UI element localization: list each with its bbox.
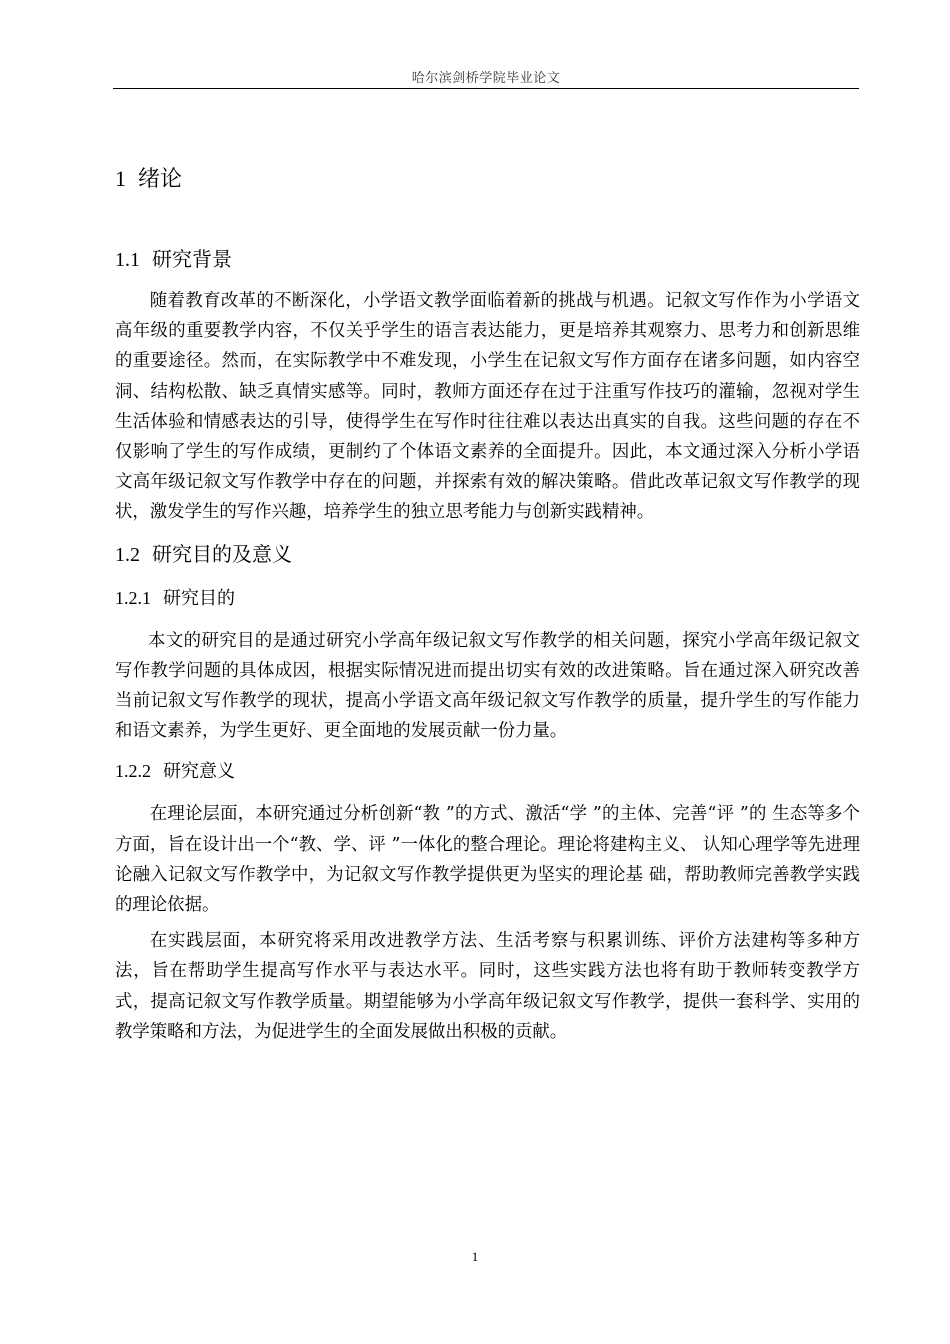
chapter-title: 绪论 <box>138 167 183 192</box>
subsection-heading-1-2-2 <box>115 754 860 789</box>
subsection-title: 研究意义 <box>163 761 235 783</box>
running-header: 哈尔滨剑桥学院毕业论文 <box>411 71 561 86</box>
section-number: 1.2 <box>115 543 140 566</box>
paragraph-practical-significance: 在实践层面，本研究将采用改进教学方法、生活考察与积累训练、评价方法建构等多种方法，旨在帮助学生提高写作水平与表达水平。同时，这些实践方法也将有助于教师转变教学方式，提高记叙文写作教学质量。期望能够为小学高年级记叙文写作教学，提供一套科学、实用的教学策略和方法，为促进学生的全面发展做出积极的贡献。 <box>115 931 860 1042</box>
header-rule <box>113 88 859 89</box>
subsection-heading-1-2-1 <box>115 581 860 616</box>
chapter-heading <box>115 160 860 199</box>
section-heading-1-2 <box>115 536 860 573</box>
page-number: 1 <box>471 1249 479 1264</box>
subsection-number: 1.2.1 <box>115 587 151 608</box>
subsection-title: 研究目的 <box>163 587 235 609</box>
section-title: 研究目的及意义 <box>152 541 292 566</box>
paragraph-research-purpose: 本文的研究目的是通过研究小学高年级记叙文写作教学的相关问题，探究小学高年级记叙文写作教学问题的具体成因，根据实际情况进而提出切实有效的改进策略。旨在通过深入研究改善当前记叙文写作教学的现状，提高小学语文高年级记叙文写作教学的质量，提升学生的写作能力和语文素养，为学生更好、更全面地的发展贡献一份力量。 <box>115 630 860 742</box>
chapter-number: 1 <box>115 166 126 191</box>
paragraph-theoretical-significance: 在理论层面，本研究通过分析创新“教 ”的方式、激活“学 ”的主体、完善“评 ”的 生态等多个方面，旨在设计出一个“教、学、评 ”一体化的整合理论。理论将建构主义、 认知心理学等先进理论融入记叙文写作教学中，为记叙文写作教学提供更为坚实的理论基 础，帮助教师完善教学实践的理论依据。 <box>115 804 860 916</box>
page-body <box>115 160 860 1053</box>
section-title: 研究背景 <box>152 247 232 271</box>
section-number: 1.1 <box>115 249 140 271</box>
subsection-number: 1.2.2 <box>115 761 151 782</box>
paragraph-research-background: 随着教育改革的不断深化，小学语文教学面临着新的挑战与机遇。记叙文写作作为小学语文高年级的重要教学内容，不仅关乎学生的语言表达能力，更是培养其观察力、思考力和创新思维的重要途径。然而，在实际教学中不难发现，小学生在记叙文写作方面存在诸多问题，如内容空洞、结构松散、缺乏真情实感等。同时，教师方面还存在过于注重写作技巧的灌输，忽视对学生生活体验和情感表达的引导，使得学生在写作时往往难以表达出真实的自我。这些问题的存在不仅影响了学生的写作成绩，更制约了个体语文素养的全面提升。因此，本文通过深入分析小学语文高年级记叙文写作教学中存在的问题，并探索有效的解决策略。借此改革记叙文写作教学的现状，激发学生的写作兴趣，培养学生的独立思考能力与创新实践精神。 <box>115 291 860 523</box>
section-heading-1-1 <box>115 241 860 278</box>
